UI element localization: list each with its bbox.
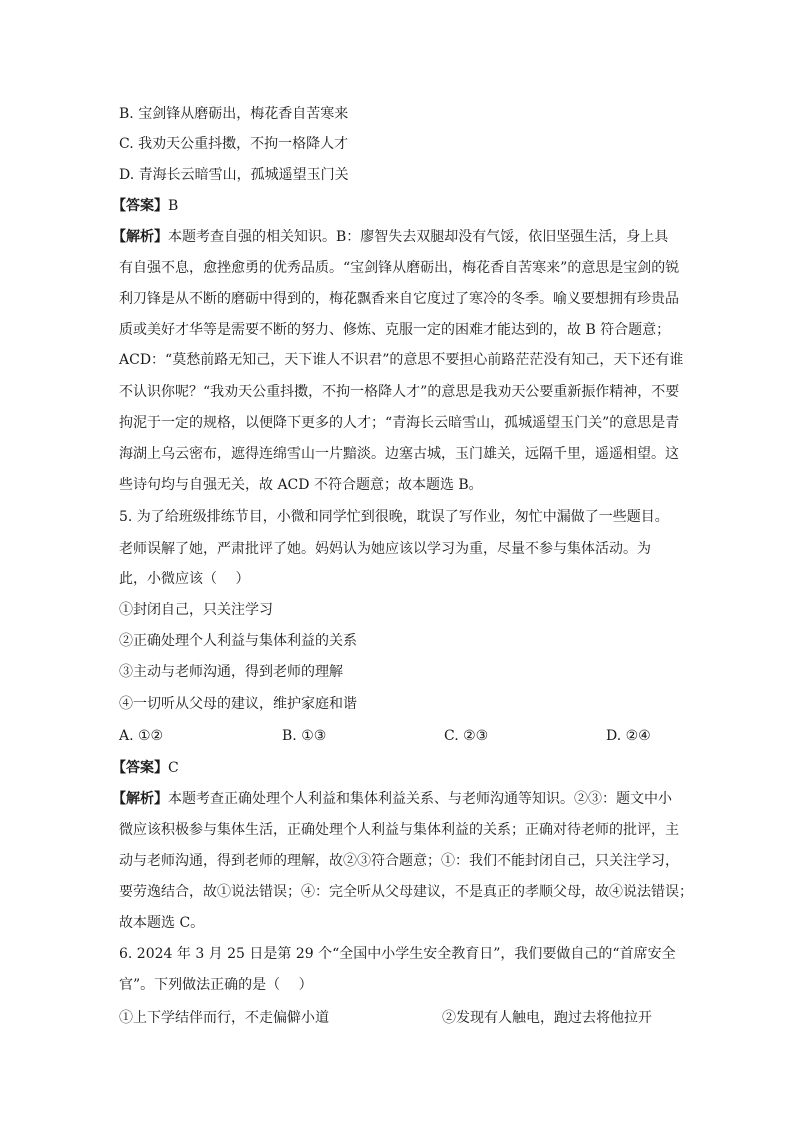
q4-option-c: C. 我劝天公重抖擞，不拘一格降人才 — [119, 136, 349, 152]
q5-analysis-line: 要劳逸结合，故①说法错误；④：完全听从父母建议，不是真正的孝顺父母，故④说法错误； — [119, 884, 693, 900]
answer-tag: 【答案】 — [112, 760, 168, 776]
q5-analysis-line: 故本题选 C。 — [119, 915, 205, 931]
q5-item: ④一切听从父母的建议，维护家庭和谐 — [119, 696, 357, 712]
q4-analysis-line: 利刀锋是从不断的磨砺中得到的，梅花飘香来自它度过了寒冷的冬季。喻义要想拥有珍贵品 — [119, 291, 679, 307]
analysis-tag: 【解析】 — [112, 229, 168, 245]
q5-item: ①封闭自己，只关注学习 — [119, 602, 273, 618]
q5-analysis-line: 【解析】本题考查正确处理个人利益和集体利益关系、与老师沟通等知识。②③：题文中小 — [112, 791, 672, 807]
q5-item: ②正确处理个人利益与集体利益的关系 — [119, 633, 357, 649]
q4-analysis-line: 海湖上乌云密布，遮得连绵雪山一片黯淡。边塞古城，玉门雄关，远隔千里，遥遥相望。这 — [119, 446, 679, 462]
answer-value: B — [168, 198, 179, 214]
q4-analysis-line: 不认识你呢？“我劝天公重抖擞，不拘一格降人才”的意思是我劝天公要重新振作精神，不要 — [119, 384, 680, 400]
q5-analysis-line: 微应该积极参与集体生活，正确处理个人利益与集体利益的关系；正确对待老师的批评，主 — [119, 822, 679, 838]
q5-answer — [112, 758, 179, 778]
analysis-tag: 【解析】 — [112, 791, 168, 807]
answer-value: C — [168, 760, 179, 776]
q5-stem-line: 此，小微应该（ ） — [119, 571, 250, 587]
q4-answer — [112, 196, 178, 216]
q4-option-b: B. 宝剑锋从磨砺出，梅花香自苦寒来 — [119, 106, 349, 122]
q6-stem-line: 官”。下列做法正确的是（ ） — [119, 977, 313, 993]
q6-item-2: ②发现有人触电，跑过去将他拉开 — [442, 1010, 652, 1026]
answer-tag: 【答案】 — [112, 198, 168, 214]
q5-choice-d: D. ②④ — [606, 728, 651, 744]
q5-choice-a: A. ①② — [119, 728, 164, 744]
q4-analysis-line: 有自强不息，愈挫愈勇的优秀品质。“宝剑锋从磨砺出，梅花香自苦寒来”的意思是宝剑的锐 — [119, 260, 680, 276]
q4-analysis-line: 拘泥于一定的规格，以便降下更多的人才；“青海长云暗雪山，孤城遥望玉门关”的意思是青 — [119, 415, 680, 431]
q4-analysis-line: 【解析】本题考查自强的相关知识。B：廖智失去双腿却没有气馁，依旧坚强生活，身上具 — [112, 229, 669, 245]
q5-stem-line: 老师误解了她，严肃批评了她。妈妈认为她应该以学习为重，尽量不参与集体活动。为 — [119, 541, 651, 557]
q5-choice-b: B. ①③ — [282, 728, 327, 744]
q6-item-1: ①上下学结伴而行，不走偏僻小道 — [119, 1010, 329, 1026]
q4-analysis-line: 质或美好才华等是需要不断的努力、修炼、克服一定的困难才能达到的，故 B 符合题意； — [119, 322, 671, 338]
q4-option-d: D. 青海长云暗雪山，孤城遥望玉门关 — [119, 167, 349, 183]
q5-stem-line: 5. 为了给班级排练节目，小微和同学忙到很晚，耽误了写作业，匆忙中漏做了一些题目。 — [119, 509, 669, 525]
q5-item: ③主动与老师沟通，得到老师的理解 — [119, 664, 343, 680]
q5-analysis-line: 动与老师沟通，得到老师的理解，故②③符合题意；①：我们不能封闭自己，只关注学习， — [119, 853, 679, 869]
q4-analysis-line: ACD：“莫愁前路无知己，天下谁人不识君”的意思不要担心前路茫茫没有知己，天下还有谁 — [119, 352, 684, 368]
q6-stem-line: 6. 2024 年 3 月 25 日是第 29 个“全国中小学生安全教育日”，我们要做自己的“首席安全 — [119, 946, 676, 962]
q5-choice-c: C. ②③ — [444, 728, 489, 744]
q4-analysis-line: 些诗句均与自强无关，故 ACD 不符合题意；故本题选 B。 — [119, 477, 483, 493]
